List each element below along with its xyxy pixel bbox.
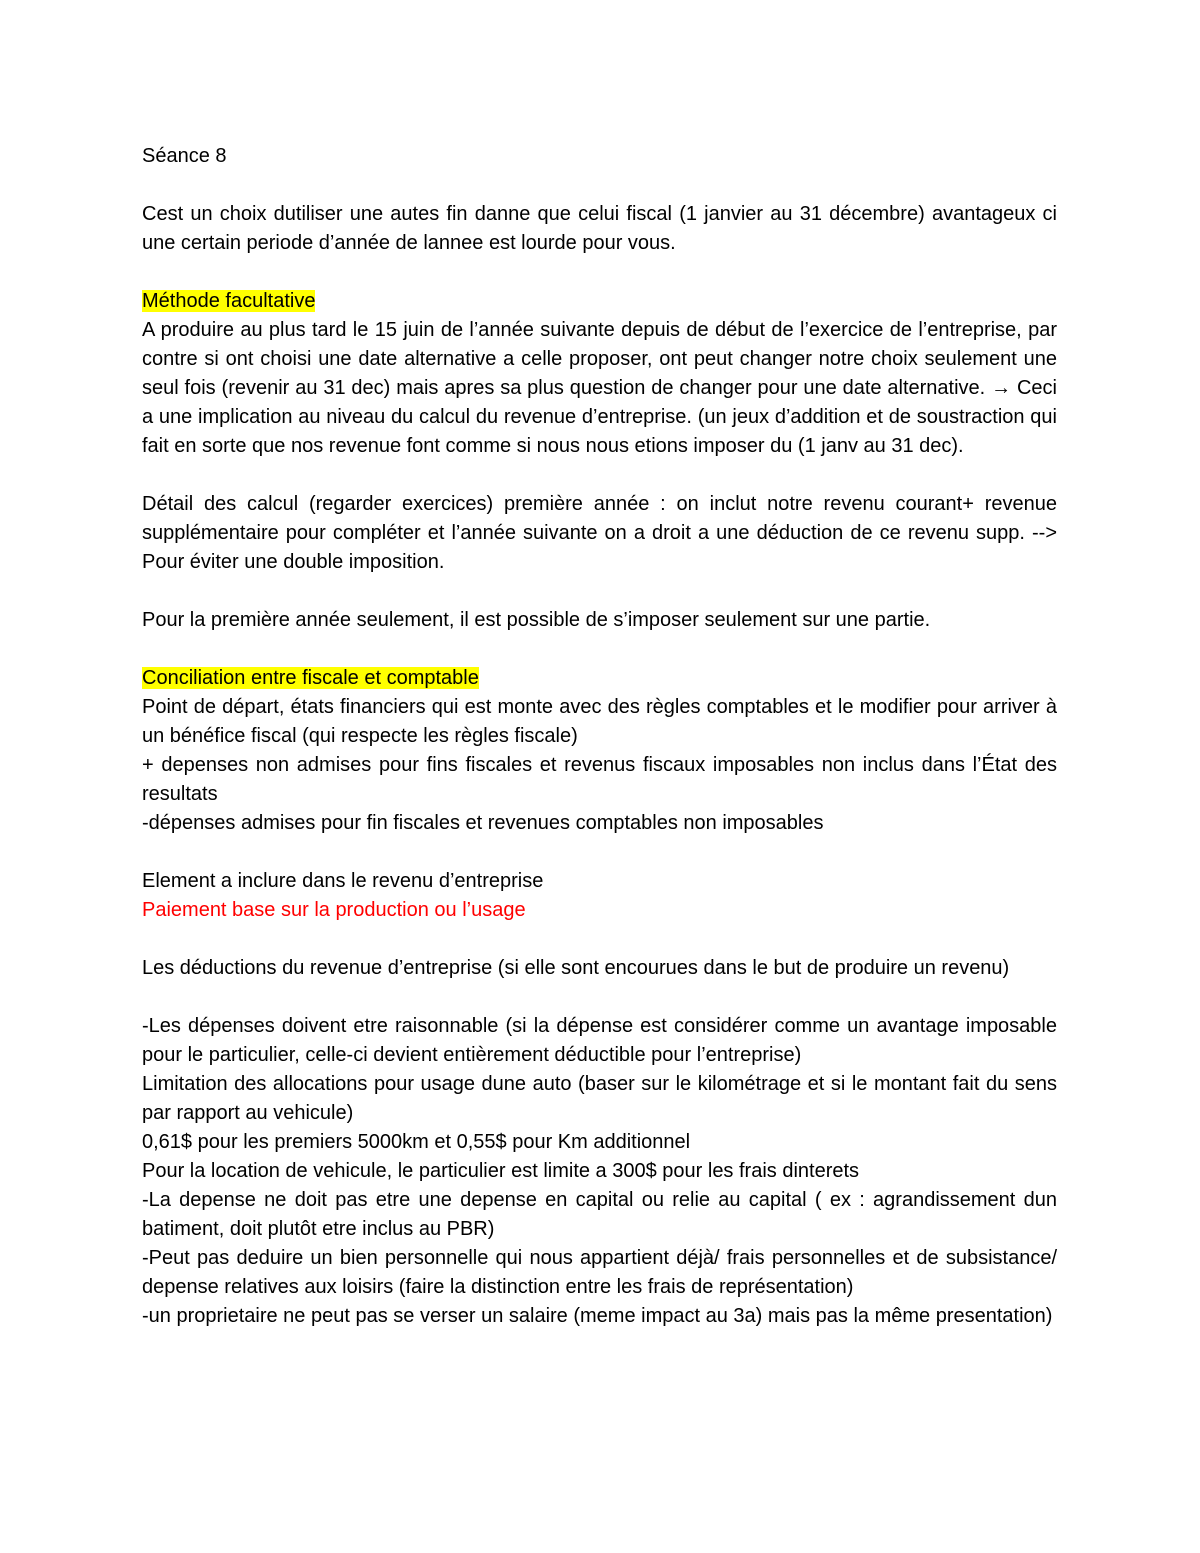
arrow-right-icon: → [991, 377, 1012, 399]
spacer [142, 171, 1057, 200]
deduction-item: Pour la location de vehicule, le particulier est limite a 300$ pour les frais dinterets [142, 1160, 860, 1182]
section-heading-methode [142, 287, 1057, 316]
spacer [142, 577, 1057, 606]
spacer [142, 983, 1057, 1012]
deduction-item: -Peut pas deduire un bien personnelle qui nous appartient déjà/ frais personnelles et de subsistance/ depense relatives aux loisirs (faire la distinction entre les frais de représentation) [142, 1247, 1057, 1298]
section-heading-conciliation [142, 664, 1057, 693]
conciliation-line: -dépenses admises pour fin fiscales et revenues comptables non imposables [142, 812, 824, 834]
deduction-item: Limitation des allocations pour usage dune auto (baser sur le kilométrage et si le montant fait du sens par rapport au vehicule) [142, 1073, 1057, 1124]
spacer [142, 461, 1057, 490]
spacer [142, 258, 1057, 287]
conciliation-line: Point de départ, états financiers qui est monte avec des règles comptables et le modifier pour arriver à un bénéfice fiscal (qui respecte les règles fiscale) [142, 696, 1057, 747]
deduction-item: -Les dépenses doivent etre raisonnable (si la dépense est considérer comme un avantage imposable pour le particulier, celle-ci devient entièrement déductible pour l’entreprise) [142, 1015, 1057, 1066]
intro-paragraph: Cest un choix dutiliser une autes fin danne que celui fiscal (1 janvier au 31 décembre) avantageux ci une certain periode d’année de lannee est lourde pour vous. [142, 203, 1057, 254]
deduction-item: 0,61$ pour les premiers 5000km et 0,55$ pour Km additionnel [142, 1131, 691, 1153]
methode-text-part1: A produire au plus tard le 15 juin de l’année suivante depuis de début de l’exercice de l’entreprise, par contre si ont choisi une date alternative a celle proposer, ont peut changer notre choix seulement une seul fois (revenir au 31 dec) mais apres sa plus question de changer pour une date alternative. [142, 319, 1057, 399]
document-page [142, 142, 1057, 1331]
conciliation-line: + depenses non admises pour fins fiscales et revenus fiscaux imposables non inclus dans l’État des resultats [142, 754, 1057, 805]
highlighted-heading: Méthode facultative [142, 290, 316, 312]
deduction-item: -un proprietaire ne peut pas se verser un salaire (meme impact au 3a) mais pas la même presentation) [142, 1305, 1053, 1327]
detail-paragraph: Détail des calcul (regarder exercices) première année : on inclut notre revenu courant+ revenue supplémentaire pour compléter et l’année suivante on a droit a une déduction de ce revenu supp. --> Pour éviter une double imposition. [142, 493, 1057, 573]
highlighted-heading: Conciliation entre fiscale et comptable [142, 667, 479, 689]
spacer [142, 925, 1057, 954]
element-red-line: Paiement base sur la production ou l’usage [142, 899, 526, 921]
element-line: Element a inclure dans le revenu d’entreprise [142, 870, 544, 892]
page-title: Séance 8 [142, 145, 227, 167]
premiere-annee-paragraph: Pour la première année seulement, il est possible de s’imposer seulement sur une partie. [142, 609, 931, 631]
spacer [142, 635, 1057, 664]
methode-paragraph [142, 316, 1057, 461]
deduction-item: -La depense ne doit pas etre une depense en capital ou relie au capital ( ex : agrandissement dun batiment, doit plutôt etre inclus au PBR) [142, 1189, 1057, 1240]
spacer [142, 838, 1057, 867]
deductions-intro: Les déductions du revenue d’entreprise (si elle sont encourues dans le but de produire un revenu) [142, 957, 1010, 979]
methode-text-part2: Ceci a une implication au niveau du calcul du revenue d’entreprise. (un jeux d’addition et de soustraction qui fait en sorte que nos revenue font comme si nous nous etions imposer du (1 janv au 31 dec). [142, 377, 1057, 457]
